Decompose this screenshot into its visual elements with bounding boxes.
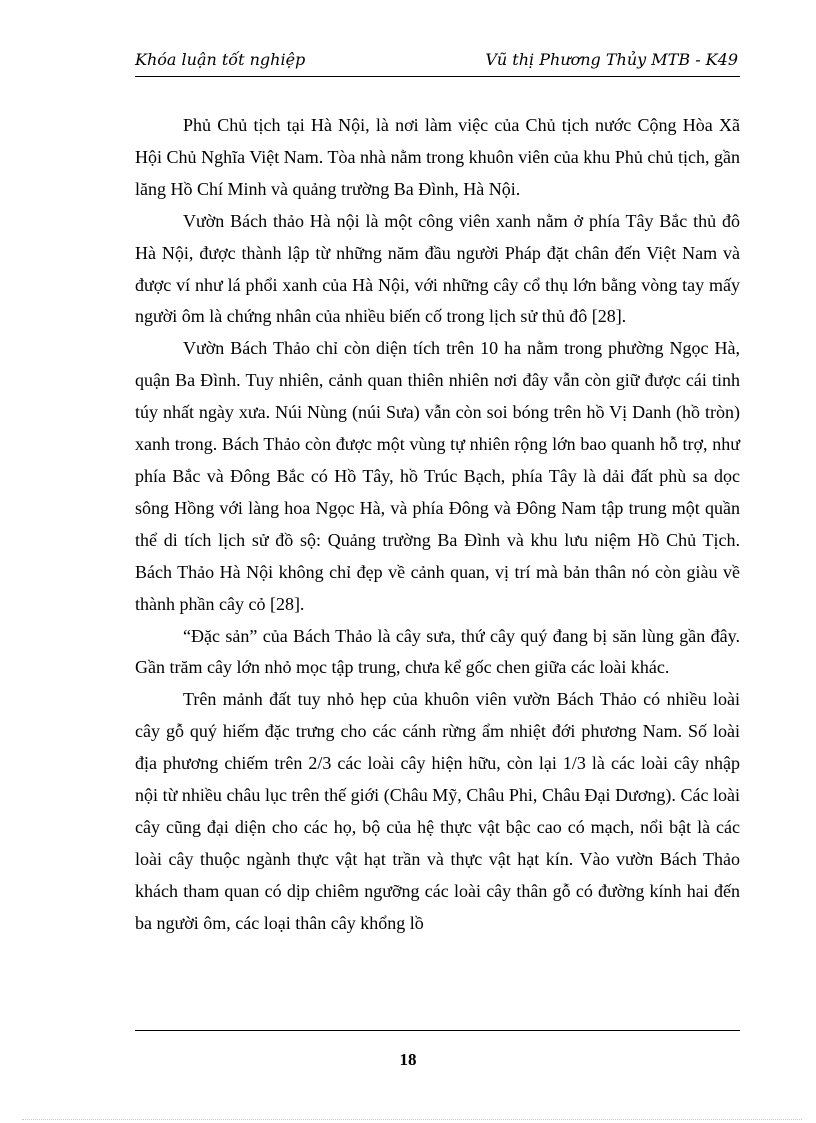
- page-boundary: [22, 1119, 802, 1120]
- page-header: [135, 46, 740, 77]
- paragraph: Trên mảnh đất tuy nhỏ hẹp của khuôn viên vườn Bách Thảo có nhiều loài cây gỗ quý hiếm đặc trưng cho các cánh rừng ẩm nhiệt đới phương Nam. Số loài địa phương chiếm trên 2/3 các loài cây hiện hữu, còn lại 1/3 là các loài cây nhập nội từ nhiều châu lục trên thế giới (Châu Mỹ, Châu Phi, Châu Đại Dương). Các loài cây cũng đại diện cho các họ, bộ của hệ thực vật bậc cao có mạch, nổi bật là các loài cây thuộc ngành thực vật hạt trần và thực vật hạt kín. Vào vườn Bách Thảo khách tham quan có dịp chiêm ngưỡng các loài cây thân gỗ có đường kính hai đến ba người ôm, các loại thân cây khổng lồ: [135, 689, 740, 933]
- paragraph: Phủ Chủ tịch tại Hà Nội, là nơi làm việc của Chủ tịch nước Cộng Hòa Xã Hội Chủ Nghĩa Việt Nam. Tòa nhà nằm trong khuôn viên của khu Phủ chủ tịch, gần lăng Hồ Chí Minh và quảng trường Ba Đình, Hà Nội.: [135, 115, 740, 199]
- paragraph: “Đặc sản” của Bách Thảo là cây sưa, thứ cây quý đang bị săn lùng gần đây. Gần trăm cây lớn nhỏ mọc tập trung, chưa kể gốc chen giữa các loài khác.: [135, 625, 740, 678]
- page-number: 18: [399, 1050, 417, 1069]
- paragraph: Vườn Bách Thảo chỉ còn diện tích trên 10 ha nằm trong phường Ngọc Hà, quận Ba Đình. Tuy nhiên, cảnh quan thiên nhiên nơi đây vẫn còn giữ được cái tinh túy nhất ngày xưa. Núi Nùng (núi Sưa) vẫn còn soi bóng trên hồ Vị Danh (hồ tròn) xanh trong. Bách Thảo còn được một vùng tự nhiên rộng lớn bao quanh hỗ trợ, như phía Bắc và Đông Bắc có Hồ Tây, hồ Trúc Bạch, phía Tây là dải đất phù sa dọc sông Hồng với làng hoa Ngọc Hà, và phía Đông và Đông Nam tập trung một quần thể di tích lịch sử đồ sộ: Quảng trường Ba Đình và khu lưu niệm Hồ Chủ Tịch. Bách Thảo Hà Nội không chỉ đẹp về cảnh quan, vị trí mà bản thân nó còn giàu về thành phần cây cỏ [28].: [135, 338, 740, 614]
- footer-divider: [135, 1030, 740, 1031]
- paragraph: Vườn Bách thảo Hà nội là một công viên xanh nằm ở phía Tây Bắc thủ đô Hà Nội, được thành lập từ những năm đầu người Pháp đặt chân đến Việt Nam và được ví như lá phổi xanh của Hà Nội, với những cây cổ thụ lớn bằng vòng tay mấy người ôm là chứng nhân của nhiều biến cố trong lịch sử thủ đô [28].: [135, 210, 740, 327]
- header-author: Vũ thị Phương Thủy MTB - K49: [485, 50, 738, 69]
- header-thesis-title: Khóa luận tốt nghiệp: [135, 50, 306, 69]
- body-text: [135, 110, 740, 940]
